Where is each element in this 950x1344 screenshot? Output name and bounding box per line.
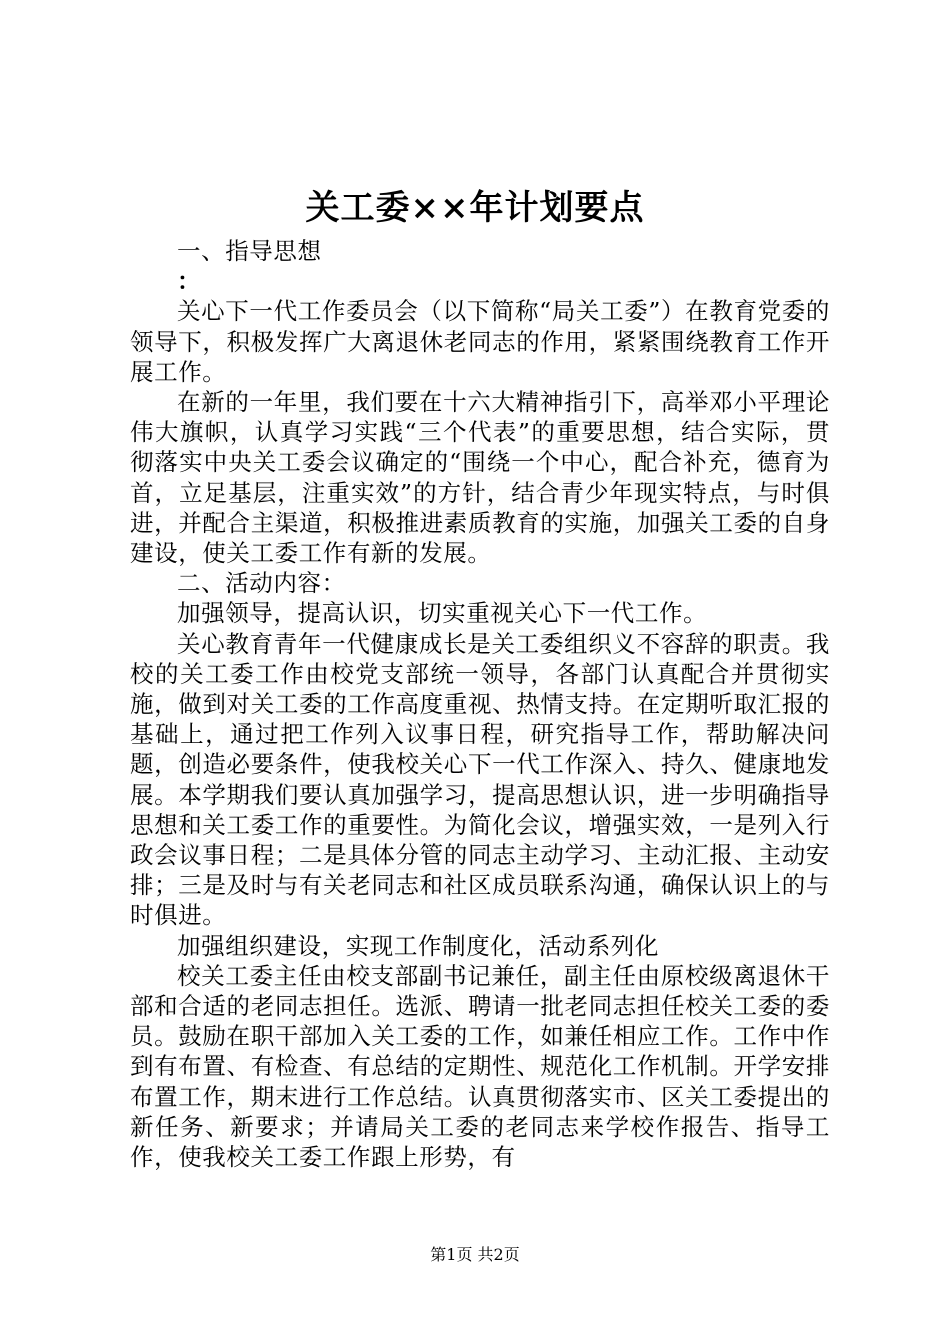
- subheading-leadership: 加强领导，提高认识，切实重视关心下一代工作。: [177, 599, 708, 628]
- paragraph-intro: 关心下一代工作委员会（以下简称“局关工委”）在教育党委的领导下，积极发挥广大离退休老同志的作用，紧紧围绕教育工作开展工作。: [130, 297, 830, 386]
- section-heading-guiding-ideology: 一、指导思想: [177, 237, 322, 265]
- section-heading-activities: 二、活动内容：: [177, 569, 346, 598]
- colon-line: ：: [177, 267, 202, 296]
- page-footer: 第1页 共2页: [430, 1245, 520, 1264]
- paragraph-leadership: 关心教育青年一代健康成长是关工委组织义不容辞的职责。我校的关工委工作由校党支部统一领导，各部门认真配合并贯彻实施，做到对关工委的工作高度重视、热情支持。在定期听取汇报的基础上，通过把工作列入议事日程，研究指导工作，帮助解决问题，创造必要条件，使我校关心下一代工作深入、持久、健康地发展。本学期我们要认真加强学习，提高思想认识，进一步明确指导思想和关工委工作的重要性。为简化会议，增强实效，一是列入行政会议事日程；二是具体分管的同志主动学习、主动汇报、主动安排；三是及时与有关老同志和社区成员联系沟通，确保认识上的与时俱进。: [130, 629, 830, 930]
- paragraph-organization: 校关工委主任由校支部副书记兼任，副主任由原校级离退休干部和合适的老同志担任。选派、聘请一批老同志担任校关工委的委员。鼓励在职干部加入关工委的工作，如兼任相应工作。工作中作到有布置、有检查、有总结的定期性、规范化工作机制。开学安排布置工作，期末进行工作总结。认真贯彻落实市、区关工委提出的新任务、新要求；并请局关工委的老同志来学校作报告、指导工作，使我校关工委工作跟上形势，有: [130, 961, 830, 1172]
- document-title: 关工委××年计划要点: [305, 188, 645, 228]
- document-body: [130, 236, 830, 1172]
- paragraph-new-year: 在新的一年里，我们要在十六大精神指引下，高举邓小平理论伟大旗帜，认真学习实践“三个代表”的重要思想，结合实际，贯彻落实中央关工委会议确定的“围绕一个中心，配合补充，德育为首，立足基层，注重实效”的方针，结合青少年现实特点，与时俱进，并配合主渠道，积极推进素质教育的实施，加强关工委的自身建设，使关工委工作有新的发展。: [130, 388, 830, 568]
- subheading-organization: 加强组织建设，实现工作制度化，活动系列化: [177, 931, 659, 960]
